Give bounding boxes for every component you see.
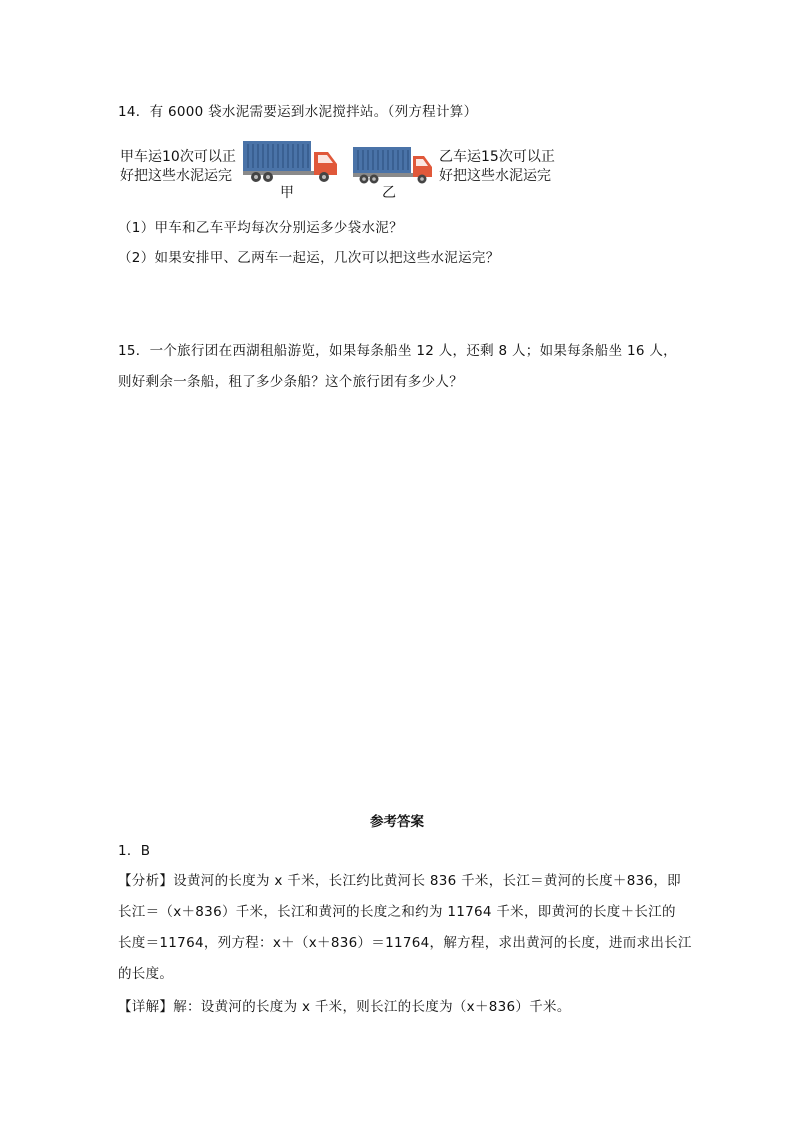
q14-figure — [120, 138, 560, 200]
q14-sub2: （2）如果安排甲、乙两车一起运，几次可以把这些水泥运完？ — [118, 250, 500, 266]
truck-a-caption-1: 甲车运10次可以正 — [120, 149, 236, 165]
detail-line: 【详解】解：设黄河的长度为 x 千米，则长江的长度为（x＋836）千米。 — [118, 999, 571, 1015]
analysis-line-2: 长江＝（x＋836）千米，长江和黄河的长度之和约为 11764 千米，即黄河的长度＋长江的 — [118, 904, 676, 920]
truck-b-icon — [352, 146, 434, 186]
q15-line2: 则好剩余一条船，租了多少条船？这个旅行团有多少人？ — [118, 374, 463, 390]
q14-title: 14．有 6000 袋水泥需要运到水泥搅拌站。（列方程计算） — [118, 104, 478, 120]
analysis-line-4: 的长度。 — [118, 966, 174, 982]
q14-sub1: （1）甲车和乙车平均每次分别运多少袋水泥？ — [118, 220, 403, 236]
answers-heading: 参考答案 — [370, 814, 424, 830]
answer-item-1: 1．B — [118, 843, 151, 859]
analysis-line-3: 长度＝11764，列方程：x＋（x＋836）＝11764，解方程，求出黄河的长度，进而求出长江 — [118, 935, 692, 951]
truck-b-label: 乙 — [382, 185, 396, 201]
analysis-line-1: 【分析】设黄河的长度为 x 千米，长江约比黄河长 836 千米，长江＝黄河的长度＋836，即 — [118, 873, 681, 889]
truck-a-caption-2: 好把这些水泥运完 — [120, 168, 232, 184]
truck-b-caption-2: 好把这些水泥运完 — [439, 168, 551, 184]
truck-a-label: 甲 — [280, 185, 294, 201]
q15-line1: 15．一个旅行团在西湖租船游览，如果每条船坐 12 人，还剩 8 人；如果每条船坐 16 人， — [118, 343, 677, 359]
truck-a-icon — [242, 140, 340, 184]
truck-b-caption-1: 乙车运15次可以正 — [439, 149, 555, 165]
